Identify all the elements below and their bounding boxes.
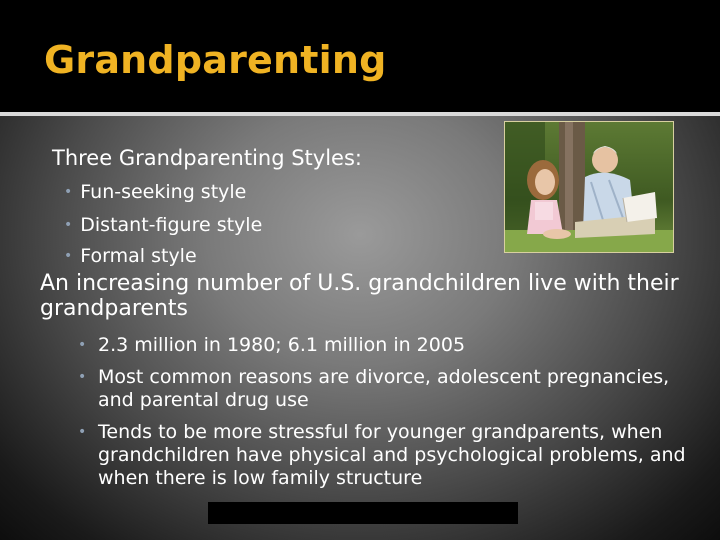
photo-illustration bbox=[505, 122, 673, 252]
point-item: • Tends to be more stressful for younger grandparents, when grandchildren have physical and psychological problems, and when there is low family structure bbox=[78, 421, 686, 489]
style-item: • Distant-figure style bbox=[64, 214, 263, 236]
bullet-icon: • bbox=[64, 248, 73, 264]
bullet-icon: • bbox=[64, 184, 73, 200]
living-arrangement-paragraph: An increasing number of U.S. grandchildren live with their grandparents bbox=[40, 271, 679, 321]
styles-heading: Three Grandparenting Styles: bbox=[52, 146, 362, 170]
bullet-icon: • bbox=[78, 424, 87, 440]
slide-title: Grandparenting bbox=[44, 38, 387, 82]
point-item: • Most common reasons are divorce, adolescent pregnancies, and parental drug use bbox=[78, 366, 670, 411]
bullet-icon: • bbox=[64, 217, 73, 233]
title-bar bbox=[0, 0, 720, 112]
grandparent-child-photo bbox=[504, 121, 674, 253]
point-item: • 2.3 million in 1980; 6.1 million in 2005 bbox=[78, 334, 466, 356]
bullet-icon: • bbox=[78, 369, 87, 385]
bullet-icon: • bbox=[78, 337, 87, 353]
style-item: • Formal style bbox=[64, 245, 197, 267]
caption-placeholder bbox=[208, 502, 518, 524]
style-item: • Fun-seeking style bbox=[64, 181, 247, 203]
